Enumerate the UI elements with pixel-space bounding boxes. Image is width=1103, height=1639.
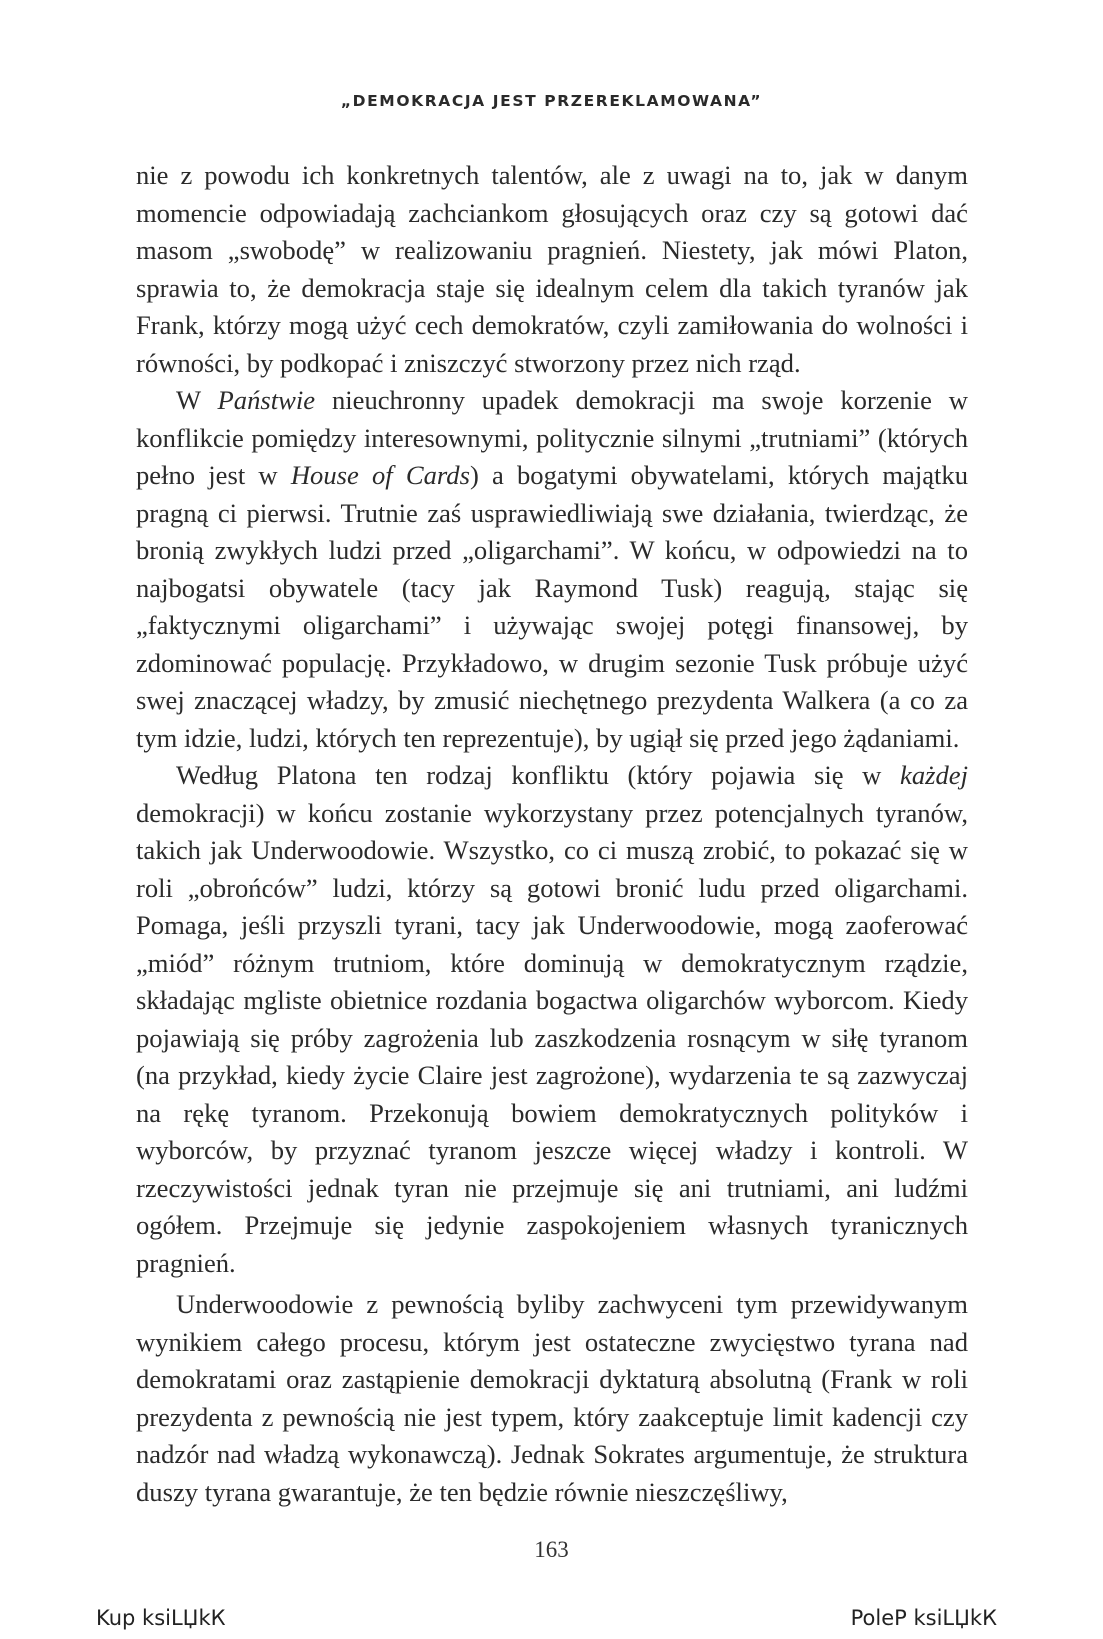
paragraph-3 [136, 757, 968, 1282]
paragraph-2 [136, 382, 968, 757]
emphasis-italic: każdej [900, 760, 968, 790]
paragraph-text: nie z powodu ich konkretnych talentów, ale z uwagi na to, jak w danym momencie odpowiadają zachciankom głosujących oraz czy są gotowi dać masom „swobodę” w realizowaniu pragnień. Niestety, jak mówi Platon, sprawia to, że demokracja staje się idealnym celem dla takich tyranów jak Frank, którzy mogą użyć cech demokratów, czyli zamiłowania do wolności i równości, by podkopać i zniszczyć stworzony przez nich rząd. [136, 160, 968, 378]
paragraph-text: Według Platona ten rodzaj konfliktu (który pojawia się w [176, 760, 901, 790]
book-title-italic: Państwie [217, 385, 316, 415]
paragraph-1 [136, 157, 968, 382]
series-title-italic: House of Cards [290, 460, 470, 490]
buy-book-link[interactable]: Kup ksiLЏkК [96, 1606, 226, 1630]
recommend-book-link[interactable]: PoleР ksiLЏkК [850, 1606, 997, 1630]
paragraph-text: Underwoodowie z pewnością byliby zachwyceni tym przewidywanym wynikiem całego procesu, którym jest ostateczne zwycięstwo tyrana nad demokratami oraz zastąpienie demokracji dyktaturą absolutną (Frank w roli prezydenta z pewnością nie jest typem, który zaakceptuje limit kadencji czy nadzór nad władzą wykonawczą). Jednak Sokrates argumentuje, że struktura duszy tyrana gwarantuje, że ten będzie równie nieszczęśliwy, [136, 1289, 968, 1507]
paragraph-text: W [176, 385, 218, 415]
running-head-title: „DEMOKRACJA JEST PRZEREKLAMOWANA” [340, 92, 763, 110]
page-number: 163 [534, 1537, 569, 1562]
paragraph-text: ) a bogatymi obywatelami, których majątku pragną ci pierwsi. Trutnie zaś usprawiedliwiają swe działania, twierdząc, że bronią zwykłych ludzi przed „oligarchami”. W końcu, w odpowiedzi na to najbogatsi obywatele (tacy jak Raymond Tusk) reagują, stając się „faktycznymi oligarchami” i używając swojej potęgi finansowej, by zdominować populację. Przykładowo, w drugim sezonie Tusk próbuje użyć swej znaczącej władzy, by zmusić niechętnego prezydenta Walkera (a co za tym idzie, ludzi, których ten reprezentuje), by ugiął się przed jego żądaniami. [136, 460, 968, 753]
body-text [136, 157, 968, 1511]
paragraph-text: demokracji) w końcu zostanie wykorzystany przez potencjalnych tyranów, takich jak Underwoodowie. Wszystko, co ci muszą zrobić, to pokazać się w roli „obrońców” ludzi, którzy są gotowi bronić ludu przed oligarchami. Pomaga, jeśli przyszli tyrani, tacy jak Underwoodowie, mogą zaoferować „miód” różnym trutniom, które dominują w demokratycznym rządzie, składając mgliste obietnice rozdania bogactwa oligarchów wyborcom. Kiedy pojawiają się próby zagrożenia lub zaszkodzenia rosnącym w siłę tyranom (na przykład, kiedy życie Claire jest zagrożone), wydarzenia te są zazwyczaj na rękę tyranom. Przekonują bowiem demokratycznych polityków i wyborców, by przyznać tyranom jeszcze więcej władzy i kontroli. W rzeczywistości jednak tyran nie przejmuje się ani trutniami, ani ludźmi ogółem. Przejmuje się jedynie zaspokojeniem własnych tyranicznych pragnień. [136, 797, 968, 1278]
paragraph-text: nieuchronny upadek demokracji ma swoje korzenie w konflikcie pomiędzy interesownymi, politycznie silnymi „trutniami” (których pełno jest w [136, 385, 968, 490]
paragraph-4 [136, 1286, 968, 1511]
